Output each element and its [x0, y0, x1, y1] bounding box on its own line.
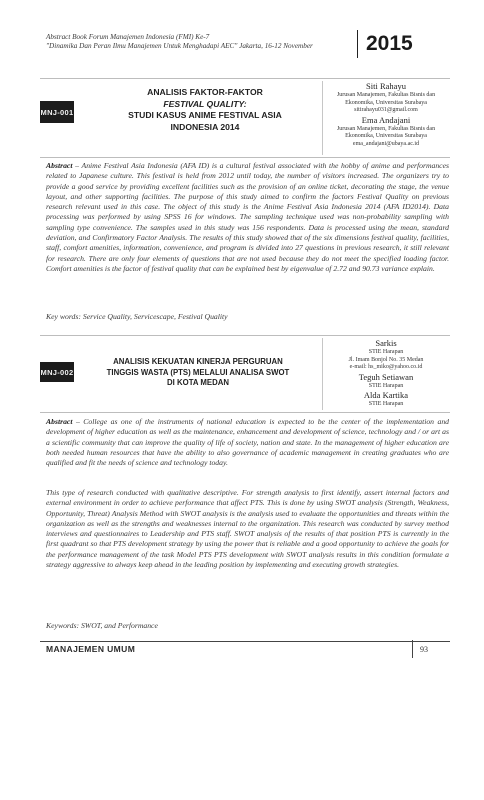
entry-keywords: Keywords: SWOT, and Performance: [46, 621, 158, 630]
entry-abstract: [46, 161, 449, 274]
abstract-label: Abstract: [46, 417, 73, 426]
page-number: 93: [420, 645, 428, 654]
entry-keywords: Key words: Service Quality, Servicescape, Festival Quality: [46, 312, 228, 321]
footer-divider: [412, 640, 413, 658]
abstract-text: – Anime Festival Asia Indonesia (AFA ID) is a cultural festival associated with the hobby of anime and performances related to Japanese culture. This festival is held from 2012 until today, the number of visitors increased. The organizers try to provide a good service by providing excellent facilities such as the provision of an online ticket, decorating the stage, the venue layout, and other supporting facilities. The purpose of this study aimed to confirm the factors Festival Quality on previous research relevant used in this case. The object of this study is the Anime Festival Asia Indonesia 2014 (AFA ID2014). Data processing was performed by using SPSS 16 for windows. The sampling technique used was non-probability sampling with sampling type convenience. The samples used in this study was 156 respondents. Data is processed using the mean, standard deviation, and Confirmatory Factor Analysis. The results of this study showed that of the six dimensions festival quality, facilities, staff, comfort amenities, information, convenience, and program is divided into 27 questions in previous research, it still relevant for research. There are only four elements of questions that are not used because they do not meet the specified loading factor. Comfort amenities is the factor of festival quality that can be explained best by eigenvalue of 2.72 and 90.73 variance explain.: [46, 161, 449, 273]
footer-rule: [40, 641, 450, 642]
author-affiliation: Jl. Imam Bonjol No. 35 Medan: [348, 356, 424, 363]
entry-title: [84, 357, 312, 389]
entry-code-badge: MNJ-002: [40, 362, 74, 382]
abstract-text: – College as one of the instruments of national education is expected to be the center of the implementation and development of higher education as well as the maintenance, enhancement and development of science, technology and / or art as a scientific community that can improve the quality of life of society, nation and state. In the management of higher education are both needed human resources that have the ability to also governance of academic management in creating graduates who are qualified and fit the needs of science and technology today.: [46, 417, 450, 468]
entry-abstract: [46, 417, 449, 468]
author-name: Sarkis: [375, 338, 397, 348]
footer-section-name: MANAJEMEN UMUM: [46, 644, 136, 654]
entry-title-line: INDONESIA 2014: [170, 121, 240, 132]
entry-abstract-continued: This type of research conducted with qualitative descriptive. For strength analysis to first identify, assert internal factors and external environment in order to achieve performance that affect PTS. This is done by using SWOT analysis (Strength, Weakness, Opportunity, Threat) Analysis Method with SWOT analysis is the analysis used to evaluate the opportunities and threats within the organization as well as the strengths and weaknesses internal to the organization. This research was conducted by survey method interviews and questionnaires to Leadership and PTS staff. SWOT analysis of the results of that position PTS is currently in the first quadrant so that PTS development strategy by using the power that is reliable and a good opportunity to achieve the goals for the performance management of the task Model PTS PTS development with SWOT analysis results in this condition formulate a strategy aggressive to always keep ahead in the leading position by implementing and executing growth strategies.: [46, 488, 449, 570]
entry-authors: [322, 338, 449, 410]
proceedings-year: 2015: [366, 32, 413, 55]
author-email: e-mail: hs_miko@yahoo.co.id: [349, 364, 423, 371]
entry-title-line: STUDI KASUS ANIME FESTIVAL ASIA: [128, 110, 282, 121]
entry-mnj-002-header: [40, 335, 450, 413]
author-name: Siti Rahayu: [366, 81, 406, 91]
abstract-label: Abstract: [46, 161, 73, 170]
entry-title-line: TINGGIS WASTA (PTS) MELALUI ANALISA SWOT: [106, 367, 290, 377]
author-affiliation: Jurusan Manajemen, Fakultas Bisnis dan: [336, 125, 436, 132]
entry-mnj-001-header: [40, 78, 450, 158]
author-affiliation: STIE Harapan: [368, 382, 404, 389]
author-name: Ema Andajani: [361, 114, 411, 125]
entry-title-line: FESTIVAL QUALITY:: [163, 98, 247, 109]
proceedings-header-line1: Abstract Book Forum Manajemen Indonesia (FMI) Ke-7: [46, 33, 210, 41]
entry-authors: [322, 81, 449, 155]
author-affiliation: Ekonomika, Universitas Surabaya: [345, 99, 427, 106]
author-name: Alda Kartika: [363, 390, 409, 401]
author-affiliation: Jurusan Manajemen, Fakultas Bisnis dan: [336, 92, 436, 98]
entry-code-badge: MNJ-001: [40, 101, 74, 123]
entry-title-line: ANALISIS FAKTOR-FAKTOR: [147, 87, 263, 97]
author-email: ema_andajani@ubaya.ac.id: [352, 140, 420, 147]
entry-title-line: DI KOTA MEDAN: [167, 378, 229, 388]
author-affiliation: STIE Harapan: [368, 349, 404, 355]
author-affiliation: Ekonomika, Universitas Surabaya: [345, 133, 427, 140]
author-email: sitirahayu031@gmail.com: [354, 107, 418, 114]
proceedings-header-line2: "Dinamika Dan Peran Ilmu Manajemen Untuk Menghadapi AEC" Jakarta, 16-12 November: [46, 42, 313, 50]
author-affiliation: STIE Harapan: [368, 401, 404, 408]
author-name: Teguh Setiawan: [358, 371, 414, 382]
entry-title-line: ANALISIS KEKUATAN KINERJA PERGURUAN: [113, 357, 283, 366]
year-divider: [357, 30, 358, 58]
entry-title: [100, 87, 310, 133]
